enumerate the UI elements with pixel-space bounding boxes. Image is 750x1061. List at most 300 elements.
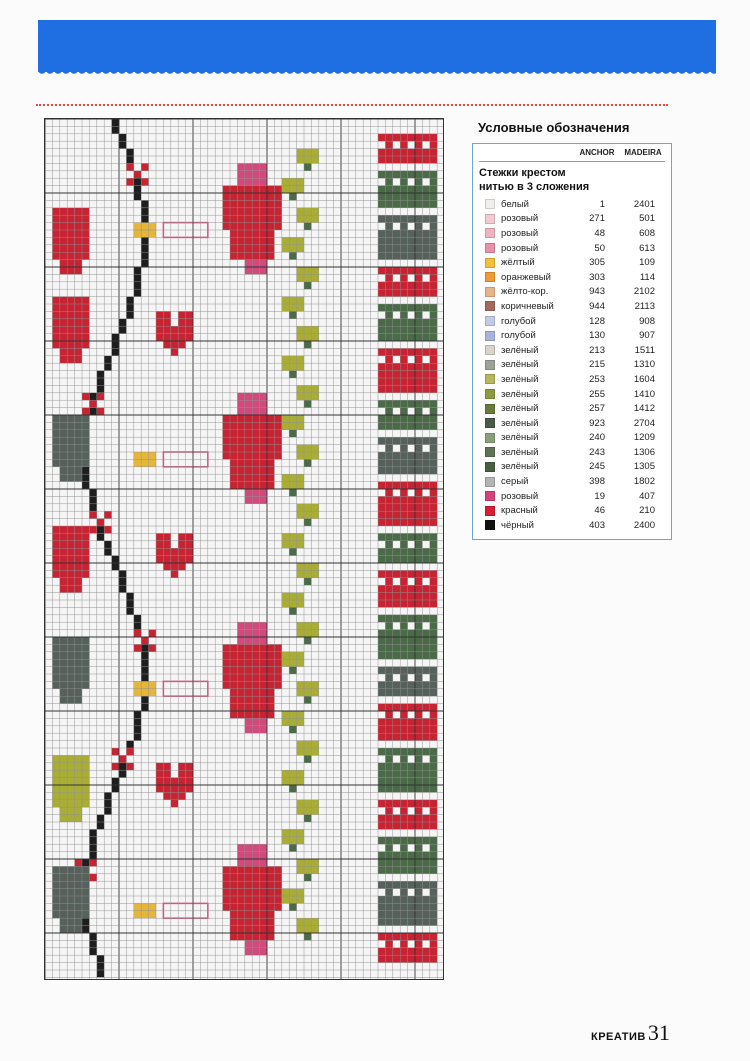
stitch-cell bbox=[163, 763, 170, 770]
stitch-cell bbox=[408, 881, 415, 888]
stitch-cell bbox=[400, 541, 407, 548]
stitch-cell bbox=[245, 415, 252, 422]
stitch-cell bbox=[260, 474, 267, 481]
stitch-cell bbox=[260, 452, 267, 459]
stitch-cell bbox=[415, 800, 422, 807]
stitch-cell bbox=[67, 215, 74, 222]
stitch-cell bbox=[97, 385, 104, 392]
stitch-cell bbox=[237, 452, 244, 459]
stitch-cell bbox=[422, 326, 429, 333]
stitch-cell bbox=[289, 711, 296, 718]
stitch-cell bbox=[237, 852, 244, 859]
stitch-cell bbox=[141, 696, 148, 703]
stitch-cell bbox=[385, 408, 392, 415]
dotted-divider bbox=[36, 104, 668, 106]
stitch-cell bbox=[260, 400, 267, 407]
stitch-cell bbox=[82, 548, 89, 555]
stitch-cell bbox=[400, 482, 407, 489]
stitch-cell bbox=[408, 755, 415, 762]
stitch-cell bbox=[186, 785, 193, 792]
stitch-cell bbox=[400, 822, 407, 829]
stitch-cell bbox=[267, 652, 274, 659]
stitch-cell bbox=[393, 408, 400, 415]
stitch-cell bbox=[267, 903, 274, 910]
stitch-cell bbox=[230, 474, 237, 481]
stitch-cell bbox=[393, 223, 400, 230]
stitch-cell bbox=[408, 400, 415, 407]
stitch-cell bbox=[415, 304, 422, 311]
stitch-cell bbox=[400, 778, 407, 785]
stitch-cell bbox=[245, 911, 252, 918]
stitch-cell bbox=[408, 770, 415, 777]
stitch-cell bbox=[245, 711, 252, 718]
stitch-cell bbox=[282, 711, 289, 718]
stitch-cell bbox=[267, 422, 274, 429]
stitch-cell bbox=[230, 430, 237, 437]
stitch-cell bbox=[82, 570, 89, 577]
stitch-cell bbox=[385, 378, 392, 385]
stitch-cell bbox=[75, 866, 82, 873]
stitch-cell bbox=[60, 533, 67, 540]
stitch-cell bbox=[260, 718, 267, 725]
stitch-cell bbox=[304, 459, 311, 466]
stitch-cell bbox=[378, 593, 385, 600]
legend-rows bbox=[479, 197, 665, 533]
color-swatch bbox=[485, 199, 495, 209]
stitch-cell bbox=[422, 733, 429, 740]
stitch-cell bbox=[126, 297, 133, 304]
stitch-cell bbox=[289, 844, 296, 851]
stitch-cell bbox=[267, 186, 274, 193]
stitch-cell bbox=[408, 541, 415, 548]
stitch-cell bbox=[230, 926, 237, 933]
stitch-cell bbox=[60, 252, 67, 259]
stitch-cell bbox=[89, 948, 96, 955]
stitch-cell bbox=[304, 800, 311, 807]
madeira-code: 2401 bbox=[633, 198, 655, 210]
stitch-cell bbox=[297, 866, 304, 873]
color-swatch bbox=[485, 447, 495, 457]
anchor-code: 243 bbox=[589, 446, 605, 458]
stitch-cell bbox=[378, 186, 385, 193]
stitch-cell bbox=[393, 866, 400, 873]
stitch-cell bbox=[126, 304, 133, 311]
stitch-cell bbox=[304, 755, 311, 762]
stitch-cell bbox=[163, 533, 170, 540]
stitch-cell bbox=[289, 889, 296, 896]
stitch-cell bbox=[430, 733, 437, 740]
thread-color-name: зелёный bbox=[501, 373, 539, 385]
stitch-cell bbox=[141, 452, 148, 459]
stitch-cell bbox=[430, 755, 437, 762]
anchor-code: 48 bbox=[594, 227, 605, 239]
stitch-cell bbox=[304, 393, 311, 400]
stitch-cell bbox=[60, 763, 67, 770]
stitch-cell bbox=[237, 896, 244, 903]
stitch-cell bbox=[230, 889, 237, 896]
stitch-cell bbox=[378, 363, 385, 370]
stitch-cell bbox=[378, 852, 385, 859]
stitch-cell bbox=[178, 341, 185, 348]
stitch-cell bbox=[430, 689, 437, 696]
stitch-cell bbox=[415, 141, 422, 148]
stitch-cell bbox=[297, 689, 304, 696]
stitch-cell bbox=[82, 667, 89, 674]
stitch-cell bbox=[267, 659, 274, 666]
stitch-cell bbox=[141, 245, 148, 252]
stitch-cell bbox=[156, 334, 163, 341]
stitch-cell bbox=[415, 807, 422, 814]
stitch-cell bbox=[415, 556, 422, 563]
stitch-cell bbox=[400, 437, 407, 444]
stitch-cell bbox=[297, 393, 304, 400]
stitch-cell bbox=[393, 667, 400, 674]
stitch-cell bbox=[422, 822, 429, 829]
stitch-cell bbox=[430, 467, 437, 474]
stitch-cell bbox=[400, 245, 407, 252]
stitch-cell bbox=[274, 659, 281, 666]
stitch-cell bbox=[89, 393, 96, 400]
stitch-cell bbox=[422, 193, 429, 200]
stitch-cell bbox=[82, 237, 89, 244]
stitch-cell bbox=[75, 918, 82, 925]
stitch-cell bbox=[378, 815, 385, 822]
stitch-cell bbox=[52, 755, 59, 762]
stitch-cell bbox=[385, 289, 392, 296]
anchor-code: 240 bbox=[589, 432, 605, 444]
stitch-cell bbox=[378, 711, 385, 718]
stitch-cell bbox=[260, 430, 267, 437]
stitch-cell bbox=[52, 459, 59, 466]
stitch-cell bbox=[400, 496, 407, 503]
stitch-cell bbox=[156, 785, 163, 792]
stitch-cell bbox=[393, 156, 400, 163]
stitch-cell bbox=[223, 889, 230, 896]
stitch-cell bbox=[408, 807, 415, 814]
stitch-cell bbox=[415, 482, 422, 489]
stitch-cell bbox=[60, 674, 67, 681]
stitch-cell bbox=[408, 363, 415, 370]
stitch-cell bbox=[141, 911, 148, 918]
stitch-cell bbox=[141, 230, 148, 237]
stitch-cell bbox=[378, 311, 385, 318]
stitch-cell bbox=[82, 452, 89, 459]
stitch-cell bbox=[415, 652, 422, 659]
stitch-cell bbox=[52, 526, 59, 533]
stitch-cell bbox=[134, 223, 141, 230]
stitch-cell bbox=[52, 326, 59, 333]
stitch-cell bbox=[415, 837, 422, 844]
stitch-cell bbox=[408, 496, 415, 503]
stitch-cell bbox=[400, 755, 407, 762]
stitch-cell bbox=[393, 704, 400, 711]
stitch-cell bbox=[75, 770, 82, 777]
stitch-cell bbox=[237, 445, 244, 452]
stitch-cell bbox=[260, 896, 267, 903]
stitch-cell bbox=[89, 859, 96, 866]
stitch-cell bbox=[378, 252, 385, 259]
stitch-cell bbox=[134, 289, 141, 296]
stitch-cell bbox=[297, 274, 304, 281]
stitch-cell bbox=[230, 437, 237, 444]
stitch-cell bbox=[400, 149, 407, 156]
stitch-cell bbox=[178, 334, 185, 341]
stitch-cell bbox=[112, 348, 119, 355]
stitch-cell bbox=[260, 245, 267, 252]
stitch-cell bbox=[400, 859, 407, 866]
madeira-code: 908 bbox=[639, 315, 655, 327]
stitch-cell bbox=[260, 940, 267, 947]
stitch-cell bbox=[134, 615, 141, 622]
legend-row bbox=[479, 489, 665, 504]
stitch-cell bbox=[393, 770, 400, 777]
stitch-cell bbox=[75, 859, 82, 866]
stitch-cell bbox=[67, 430, 74, 437]
stitch-cell bbox=[267, 918, 274, 925]
stitch-cell bbox=[237, 622, 244, 629]
thread-color-name: зелёный bbox=[501, 461, 539, 473]
stitch-cell bbox=[75, 437, 82, 444]
stitch-cell bbox=[408, 489, 415, 496]
stitch-cell bbox=[385, 319, 392, 326]
stitch-cell bbox=[223, 659, 230, 666]
stitch-cell bbox=[408, 356, 415, 363]
stitch-cell bbox=[237, 430, 244, 437]
stitch-cell bbox=[75, 326, 82, 333]
stitch-cell bbox=[408, 837, 415, 844]
stitch-cell bbox=[385, 489, 392, 496]
stitch-cell bbox=[385, 940, 392, 947]
stitch-cell bbox=[274, 452, 281, 459]
stitch-cell bbox=[267, 452, 274, 459]
stitch-cell bbox=[378, 348, 385, 355]
stitch-cell bbox=[408, 681, 415, 688]
stitch-cell bbox=[252, 866, 259, 873]
stitch-cell bbox=[378, 356, 385, 363]
stitch-cell bbox=[230, 689, 237, 696]
stitch-cell bbox=[282, 889, 289, 896]
stitch-cell bbox=[415, 541, 422, 548]
stitch-cell bbox=[297, 178, 304, 185]
stitch-cell bbox=[408, 644, 415, 651]
stitch-cell bbox=[400, 334, 407, 341]
stitch-cell bbox=[52, 570, 59, 577]
stitch-cell bbox=[385, 156, 392, 163]
stitch-cell bbox=[430, 533, 437, 540]
stitch-cell bbox=[393, 541, 400, 548]
stitch-cell bbox=[415, 933, 422, 940]
stitch-cell bbox=[119, 585, 126, 592]
stitch-cell bbox=[400, 718, 407, 725]
stitch-cell bbox=[385, 400, 392, 407]
stitch-cell bbox=[237, 689, 244, 696]
stitch-cell bbox=[378, 778, 385, 785]
stitch-cell bbox=[400, 681, 407, 688]
stitch-cell bbox=[149, 230, 156, 237]
stitch-cell bbox=[267, 896, 274, 903]
stitch-cell bbox=[67, 548, 74, 555]
stitch-cell bbox=[304, 630, 311, 637]
stitch-cell bbox=[97, 822, 104, 829]
stitch-cell bbox=[82, 792, 89, 799]
stitch-cell bbox=[385, 770, 392, 777]
stitch-cell bbox=[252, 489, 259, 496]
stitch-cell bbox=[60, 918, 67, 925]
stitch-cell bbox=[52, 681, 59, 688]
stitch-cell bbox=[311, 274, 318, 281]
stitch-cell bbox=[141, 637, 148, 644]
stitch-cell bbox=[82, 644, 89, 651]
stitch-cell bbox=[141, 252, 148, 259]
stitch-cell bbox=[237, 215, 244, 222]
stitch-cell bbox=[430, 378, 437, 385]
stitch-cell bbox=[52, 215, 59, 222]
stitch-cell bbox=[52, 297, 59, 304]
stitch-cell bbox=[237, 874, 244, 881]
stitch-cell bbox=[393, 282, 400, 289]
stitch-cell bbox=[393, 445, 400, 452]
stitch-cell bbox=[267, 926, 274, 933]
stitch-cell bbox=[60, 237, 67, 244]
stitch-cell bbox=[311, 208, 318, 215]
stitch-cell bbox=[274, 223, 281, 230]
stitch-cell bbox=[311, 926, 318, 933]
stitch-cell bbox=[82, 230, 89, 237]
stitch-cell bbox=[393, 489, 400, 496]
anchor-code: 1 bbox=[599, 198, 605, 210]
color-swatch bbox=[485, 287, 495, 297]
stitch-cell bbox=[282, 541, 289, 548]
legend-row bbox=[479, 212, 665, 227]
stitch-cell bbox=[112, 778, 119, 785]
thread-color-name: зелёный bbox=[501, 388, 539, 400]
stitch-cell bbox=[60, 556, 67, 563]
stitch-cell bbox=[67, 304, 74, 311]
stitch-cell bbox=[134, 726, 141, 733]
stitch-cell bbox=[393, 437, 400, 444]
stitch-cell bbox=[60, 356, 67, 363]
stitch-cell bbox=[430, 223, 437, 230]
stitch-cell bbox=[378, 763, 385, 770]
stitch-cell bbox=[393, 149, 400, 156]
stitch-cell bbox=[378, 504, 385, 511]
stitch-cell bbox=[223, 874, 230, 881]
stitch-cell bbox=[393, 415, 400, 422]
stitch-cell bbox=[304, 689, 311, 696]
stitch-cell bbox=[393, 652, 400, 659]
stitch-cell bbox=[422, 408, 429, 415]
stitch-cell bbox=[171, 548, 178, 555]
stitch-cell bbox=[430, 245, 437, 252]
stitch-cell bbox=[260, 859, 267, 866]
stitch-cell bbox=[400, 940, 407, 947]
stitch-cell bbox=[422, 141, 429, 148]
stitch-cell bbox=[430, 326, 437, 333]
stitch-cell bbox=[156, 326, 163, 333]
stitch-cell bbox=[274, 866, 281, 873]
stitch-cell bbox=[52, 452, 59, 459]
stitch-cell bbox=[223, 674, 230, 681]
stitch-cell bbox=[304, 156, 311, 163]
stitch-cell bbox=[82, 903, 89, 910]
anchor-code: 271 bbox=[589, 213, 605, 225]
stitch-cell bbox=[60, 422, 67, 429]
legend-row bbox=[479, 518, 665, 533]
anchor-code: 403 bbox=[589, 519, 605, 531]
stitch-cell bbox=[297, 452, 304, 459]
stitch-cell bbox=[282, 422, 289, 429]
stitch-cell bbox=[400, 733, 407, 740]
stitch-cell bbox=[311, 859, 318, 866]
stitch-cell bbox=[400, 186, 407, 193]
stitch-cell bbox=[430, 763, 437, 770]
stitch-cell bbox=[422, 274, 429, 281]
stitch-cell bbox=[163, 334, 170, 341]
stitch-cell bbox=[415, 378, 422, 385]
stitch-cell bbox=[260, 208, 267, 215]
stitch-cell bbox=[237, 230, 244, 237]
stitch-cell bbox=[97, 393, 104, 400]
stitch-cell bbox=[289, 548, 296, 555]
stitch-cell bbox=[104, 356, 111, 363]
stitch-cell bbox=[408, 378, 415, 385]
stitch-cell bbox=[52, 445, 59, 452]
stitch-cell bbox=[252, 408, 259, 415]
stitch-cell bbox=[252, 430, 259, 437]
stitch-cell bbox=[75, 237, 82, 244]
legend-column-headers bbox=[479, 148, 665, 162]
stitch-cell bbox=[408, 896, 415, 903]
legend-row bbox=[479, 416, 665, 431]
stitch-cell bbox=[289, 186, 296, 193]
stitch-cell bbox=[430, 570, 437, 577]
stitch-cell bbox=[378, 149, 385, 156]
madeira-code: 2400 bbox=[633, 519, 655, 531]
stitch-cell bbox=[297, 208, 304, 215]
stitch-cell bbox=[134, 681, 141, 688]
stitch-cell bbox=[252, 704, 259, 711]
stitch-cell bbox=[267, 711, 274, 718]
stitch-cell bbox=[60, 230, 67, 237]
stitch-cell bbox=[237, 659, 244, 666]
stitch-cell bbox=[430, 815, 437, 822]
stitch-cell bbox=[260, 874, 267, 881]
anchor-code: 245 bbox=[589, 461, 605, 473]
stitch-cell bbox=[245, 208, 252, 215]
stitch-cell bbox=[393, 615, 400, 622]
stitch-cell bbox=[82, 533, 89, 540]
stitch-cell bbox=[237, 208, 244, 215]
stitch-cell bbox=[289, 903, 296, 910]
stitch-cell bbox=[75, 319, 82, 326]
stitch-cell bbox=[393, 763, 400, 770]
stitch-cell bbox=[141, 704, 148, 711]
stitch-cell bbox=[237, 245, 244, 252]
stitch-cell bbox=[67, 807, 74, 814]
stitch-cell bbox=[393, 711, 400, 718]
stitch-cell bbox=[415, 452, 422, 459]
stitch-cell bbox=[245, 482, 252, 489]
stitch-cell bbox=[75, 570, 82, 577]
legend-row bbox=[479, 431, 665, 446]
stitch-cell bbox=[260, 230, 267, 237]
stitch-cell bbox=[422, 763, 429, 770]
stitch-cell bbox=[289, 770, 296, 777]
stitch-cell bbox=[230, 422, 237, 429]
stitch-cell bbox=[252, 230, 259, 237]
stitch-cell bbox=[156, 778, 163, 785]
stitch-cell bbox=[430, 940, 437, 947]
